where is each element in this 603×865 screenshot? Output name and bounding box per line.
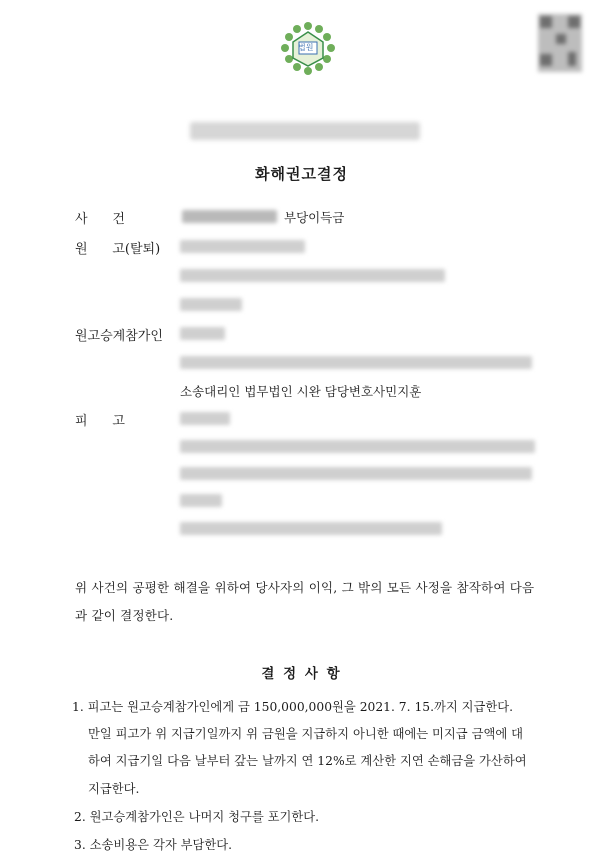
intro-line-2: 과 같이 결정한다. (75, 608, 174, 623)
decision-item-2: 2. 원고승계참가인은 나머지 청구를 포기한다. (74, 810, 320, 824)
defendant-address-redacted-3 (180, 494, 222, 507)
case-label: 사 건 (75, 212, 125, 227)
intro-line-1: 위 사건의 공평한 해결을 위하여 당사자의 이익, 그 밖의 모든 사정을 참작하여 다음 (75, 580, 535, 595)
seal-label: 법원 (298, 43, 314, 52)
document-title: 화해권고결정 (255, 165, 348, 183)
intervenor-label: 원고승계참가인 (75, 329, 163, 344)
intervenor-address-redacted (180, 356, 532, 369)
defendant-counsel-redacted (180, 522, 442, 535)
decision-heading: 결 정 사 항 (261, 666, 342, 682)
court-name-redacted (190, 122, 420, 140)
decision-item-1-line-4: 지급한다. (88, 782, 140, 796)
intervenor-name-redacted (180, 327, 225, 340)
decision-item-1-line-2: 만일 피고가 위 지급기일까지 위 금원을 지급하지 아니한 때에는 미지급 금액에 대 (88, 727, 523, 741)
defendant-label: 피 고 (75, 414, 125, 429)
defendant-address-redacted-2 (180, 467, 532, 480)
plaintiff-address-redacted (180, 269, 445, 282)
defendant-address-redacted-1 (180, 440, 535, 453)
decision-item-1: 1. 피고는 원고승계참가인에게 금 150,000,000원을 2021. 7. 15.까지 지급한다. (72, 700, 514, 714)
intervenor-counsel: 소송대리인 법무법인 시완 담당변호사민지훈 (180, 384, 422, 399)
plaintiff-rep-redacted (180, 298, 242, 311)
decision-item-1-line-3: 하여 지급기일 다음 날부터 갚는 날까지 연 12%로 계산한 지연 손해금을 가산하여 (88, 754, 527, 768)
defendant-name-redacted (180, 412, 230, 425)
qr-code (538, 14, 582, 72)
case-number-redacted (182, 210, 277, 223)
case-value: 부당이득금 (284, 210, 345, 225)
plaintiff-name-redacted (180, 240, 305, 253)
decision-item-3: 3. 소송비용은 각자 부담한다. (74, 838, 233, 852)
plaintiff-label: 원 고(탈퇴) (75, 242, 161, 257)
